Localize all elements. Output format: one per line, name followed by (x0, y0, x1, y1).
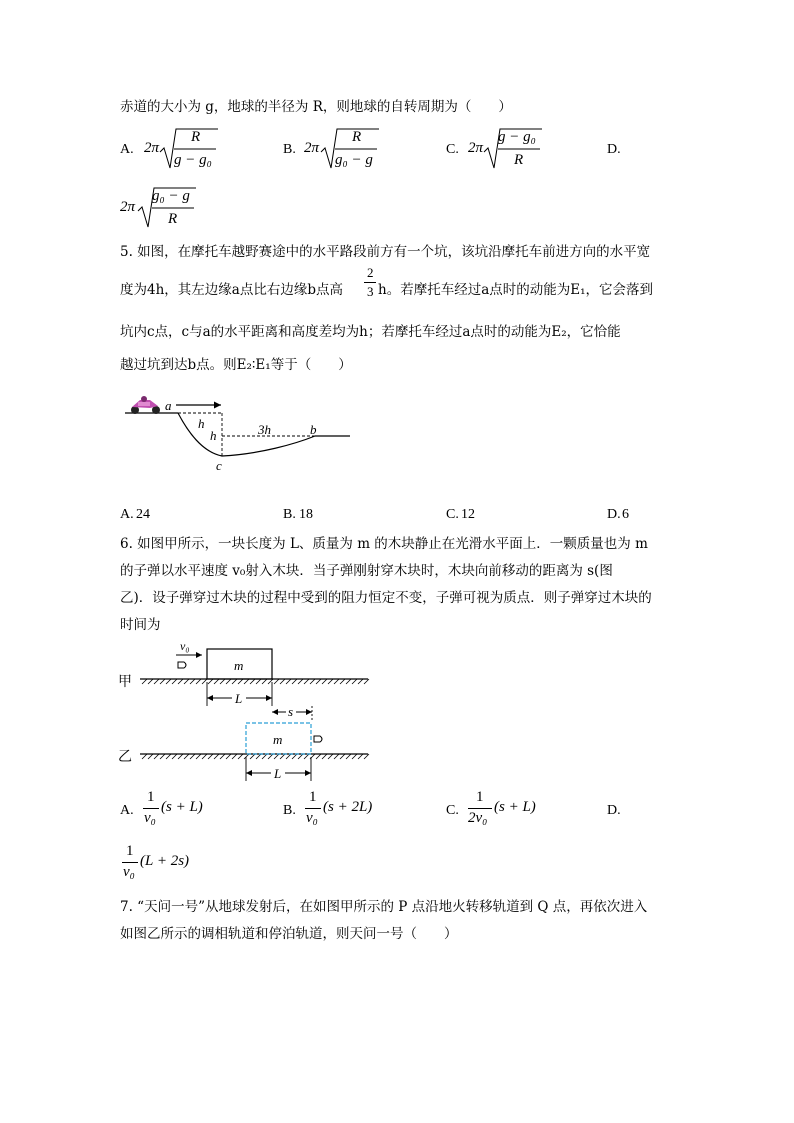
ground-hatch (226, 754, 231, 759)
label-L-1: L (235, 691, 243, 706)
ground-hatch (202, 679, 207, 684)
ground-hatch (352, 679, 357, 684)
ground-hatch (238, 679, 243, 684)
ground-hatch (166, 679, 171, 684)
label-jia: 甲 (118, 675, 132, 690)
ground-hatch (274, 754, 279, 759)
ground-hatch (358, 679, 363, 684)
ground-hatch (214, 754, 219, 759)
ground-hatch (226, 679, 231, 684)
ground-hatch (286, 754, 291, 759)
option-text: 24 (136, 507, 150, 522)
option-denominator: 2v₀ (468, 810, 488, 826)
label-v0: v₀ (180, 639, 190, 653)
option-numerator: 1 (147, 789, 155, 805)
ground-hatch (196, 679, 201, 684)
option-coefficient: 2π (144, 140, 160, 156)
q6-line-4: 时间为 (120, 617, 161, 633)
ground-hatch (208, 754, 213, 759)
option-denominator: v₀ (123, 864, 135, 880)
label-a: a (165, 398, 172, 413)
ground-hatch (304, 679, 309, 684)
ground-hatch (340, 679, 345, 684)
ground-hatch (316, 754, 321, 759)
ground-hatch (334, 679, 339, 684)
q6-bullet-block-figure (118, 636, 378, 786)
option-label: C. (446, 803, 459, 818)
ground-hatch (202, 754, 207, 759)
ground-hatch (184, 754, 189, 759)
ground-hatch (220, 679, 225, 684)
ground-hatch (298, 754, 303, 759)
ground-hatch (250, 754, 255, 759)
ground-hatch (190, 754, 195, 759)
ground-hatch (142, 679, 147, 684)
ground-hatch (154, 679, 159, 684)
ground-hatch (340, 754, 345, 759)
ground-hatch (310, 679, 315, 684)
option-coefficient: 2π (468, 140, 484, 156)
label-b: b (310, 422, 317, 437)
label-3h: 3h (258, 422, 271, 437)
ground-hatch (256, 679, 261, 684)
ground-hatch (220, 754, 225, 759)
label-c: c (216, 458, 222, 473)
ground-hatch (262, 754, 267, 759)
ground-hatch (346, 754, 351, 759)
ground-hatch (304, 754, 309, 759)
ground-hatch (328, 754, 333, 759)
ground-hatch (262, 679, 267, 684)
ground-hatch (268, 754, 273, 759)
q4-stem-tail: 赤道的大小为 g，地球的半径为 R，则地球的自转周期为（ ） (120, 99, 512, 115)
q6-line-1: 6. 如图甲所示，一块长度为 L、质量为 m 的木块静止在光滑水平面上．一颗质量也为 m (120, 536, 648, 552)
frac-bar (468, 808, 492, 809)
option-numerator: 1 (126, 843, 134, 859)
ground-hatch (364, 679, 369, 684)
option-label: D. (607, 507, 621, 522)
q6-line-3: 乙)．设子弹穿过木块的过程中受到的阻力恒定不变，子弹可视为质点．则子弹穿过木块的 (120, 590, 652, 606)
ground-hatch (244, 679, 249, 684)
q5-frac-numerator: 2 (367, 265, 374, 280)
label-s: s (288, 704, 294, 719)
ground-hatch (250, 679, 255, 684)
motorcycle-icon (131, 396, 160, 414)
option-label: D. (607, 142, 621, 157)
option-text: 18 (299, 507, 313, 522)
ground-hatch (328, 679, 333, 684)
option-numerator: 1 (309, 789, 317, 805)
ground-hatch (172, 754, 177, 759)
ground-hatch (148, 679, 153, 684)
ground-hatch (160, 679, 165, 684)
ground-hatch (346, 679, 351, 684)
ground-hatch (208, 679, 213, 684)
q6-line-2: 的子弹以水平速度 v₀射入木块．当子弹刚射穿木块时，木块向前移动的距离为 s(图 (120, 563, 613, 579)
option-numerator: g − g₀ (498, 129, 536, 145)
q5-frac-bar (364, 282, 376, 283)
option-label: C. (446, 142, 459, 157)
ground-hatch (322, 679, 327, 684)
option-text: 12 (461, 507, 475, 522)
ground-hatch (358, 754, 363, 759)
option-label: B. (283, 142, 296, 157)
option-label: A. (120, 507, 134, 522)
q7-line-2: 如图乙所示的调相轨道和停泊轨道，则天问一号（ ） (120, 926, 458, 942)
q5-line-3: 坑内c点，c与a的水平距离和高度差均为h；若摩托车经过a点时的动能为E₂，它恰能 (120, 324, 621, 340)
ground-hatch (322, 754, 327, 759)
option-expression: (s + L) (161, 799, 203, 815)
ground-hatch (166, 754, 171, 759)
option-expression: (L + 2s) (140, 853, 190, 869)
frac-bar (143, 808, 159, 809)
ground-hatch (154, 754, 159, 759)
ground-hatch (334, 754, 339, 759)
option-denominator: v₀ (306, 810, 318, 826)
label-yi: 乙 (118, 750, 132, 765)
frac-bar (122, 862, 138, 863)
option-denominator: R (168, 211, 178, 227)
ground-hatch (364, 754, 369, 759)
ground-hatch (256, 754, 261, 759)
ground-hatch (292, 754, 297, 759)
q7-line-1: 7. “天问一号”从地球发射后，在如图甲所示的 P 点沿地火转移轨道到 Q 点，再依次进入 (120, 899, 648, 915)
ground-hatch (298, 679, 303, 684)
option-label: D. (607, 803, 621, 818)
label-m-1: m (234, 658, 244, 673)
ground-hatch (286, 679, 291, 684)
option-text: 6 (622, 507, 629, 522)
ground-hatch (316, 679, 321, 684)
option-denominator: g₀ − g (335, 152, 373, 168)
ground-hatch (280, 754, 285, 759)
ground-hatch (274, 679, 279, 684)
option-numerator: g₀ − g (152, 188, 190, 204)
label-h-1: h (198, 416, 205, 431)
option-denominator: g − g₀ (174, 152, 212, 168)
option-expression: (s + L) (494, 799, 536, 815)
ground-hatch (160, 754, 165, 759)
q5-line-2a: 度为4h，其左边缘a点比右边缘b点高 (120, 282, 343, 298)
option-label: A. (120, 142, 134, 157)
option-numerator: 1 (476, 789, 484, 805)
ground-hatch (172, 679, 177, 684)
frac-bar (305, 808, 321, 809)
option-denominator: v₀ (144, 810, 156, 826)
q5-pit-figure (120, 392, 360, 482)
ground-hatch (292, 679, 297, 684)
ground-hatch (232, 679, 237, 684)
option-denominator: R (514, 152, 524, 168)
label-L-2: L (274, 766, 282, 781)
option-numerator: R (191, 129, 201, 145)
option-label: B. (283, 803, 296, 818)
ground-hatch (142, 754, 147, 759)
option-coefficient: 2π (304, 140, 320, 156)
ground-hatch (244, 754, 249, 759)
ground-hatch (214, 679, 219, 684)
ground-hatch (190, 679, 195, 684)
option-label: A. (120, 803, 134, 818)
option-label: C. (446, 507, 459, 522)
option-label: B. (283, 507, 296, 522)
ground-hatch (352, 754, 357, 759)
ground-hatch (196, 754, 201, 759)
option-numerator: R (352, 129, 362, 145)
ground-hatch (280, 679, 285, 684)
ground-hatch (238, 754, 243, 759)
option-expression: (s + 2L) (323, 799, 373, 815)
ground-hatch (184, 679, 189, 684)
label-h-2: h (210, 428, 217, 443)
q5-frac-denominator: 3 (367, 284, 374, 299)
q5-line-1: 5. 如图，在摩托车越野赛途中的水平路段前方有一个坑，该坑沿摩托车前进方向的水平宽 (120, 244, 651, 260)
option-coefficient: 2π (120, 199, 136, 215)
q5-line-4: 越过坑到达b点。则E₂∶E₁等于（ ） (120, 357, 352, 373)
q5-line-2b: h。若摩托车经过a点时的动能为E₁，它会落到 (378, 282, 654, 298)
ground-hatch (178, 754, 183, 759)
label-m-2: m (273, 732, 283, 747)
ground-hatch (232, 754, 237, 759)
ground-hatch (148, 754, 153, 759)
ground-hatch (178, 679, 183, 684)
